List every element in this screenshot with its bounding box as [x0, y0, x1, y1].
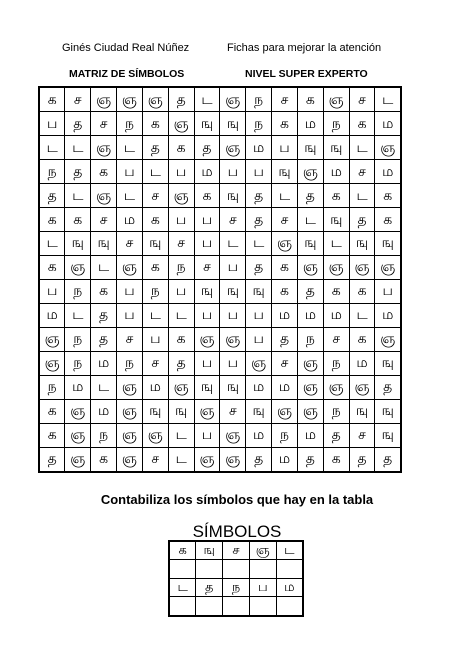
matrix-cell: க [272, 279, 298, 303]
matrix-cell: ட [117, 184, 143, 208]
matrix-cell: ட [349, 136, 375, 160]
matrix-cell: ந [65, 279, 91, 303]
matrix-cell: ப [117, 279, 143, 303]
count-answer-cell[interactable] [196, 597, 223, 617]
matrix-cell: ந [246, 87, 272, 112]
matrix-cell: ச [323, 327, 349, 351]
matrix-cell: ஙு [246, 279, 272, 303]
matrix-cell: க [168, 327, 194, 351]
symbol-cell: ப [249, 579, 276, 597]
matrix-cell: ப [375, 279, 401, 303]
matrix-cell: த [246, 184, 272, 208]
matrix-cell: க [91, 279, 117, 303]
matrix-cell: ச [117, 327, 143, 351]
matrix-row [39, 232, 401, 256]
matrix-cell: ப [194, 351, 220, 375]
symbol-cell: ஞ [249, 541, 276, 560]
matrix-cell: ஞ [375, 327, 401, 351]
matrix-cell: ச [272, 208, 298, 232]
matrix-cell: ட [65, 184, 91, 208]
count-answer-cell[interactable] [223, 597, 250, 617]
matrix-cell: க [39, 399, 65, 423]
matrix-cell: ஞ [142, 423, 168, 447]
matrix-cell: த [91, 303, 117, 327]
matrix-cell: ச [142, 351, 168, 375]
matrix-cell: ம [349, 351, 375, 375]
matrix-cell: ட [91, 255, 117, 279]
matrix-cell: க [142, 112, 168, 136]
matrix-cell: ட [297, 208, 323, 232]
level-label: NIVEL SUPER EXPERTO [245, 68, 368, 80]
matrix-cell: ஞ [194, 447, 220, 472]
matrix-cell: ப [39, 279, 65, 303]
count-answer-cell[interactable] [223, 560, 250, 579]
count-answer-cell[interactable] [249, 597, 276, 617]
matrix-cell: ஞ [220, 87, 246, 112]
matrix-cell: ப [117, 160, 143, 184]
matrix-cell: த [349, 208, 375, 232]
count-answer-cell[interactable] [169, 597, 196, 617]
matrix-cell: ட [349, 184, 375, 208]
symbols-title: SÍMBOLOS [192, 522, 282, 541]
matrix-cell: ட [91, 375, 117, 399]
matrix-cell: க [91, 160, 117, 184]
matrix-cell: ந [142, 279, 168, 303]
matrix-cell: ப [117, 303, 143, 327]
symbol-cell: ம [276, 579, 303, 597]
matrix-cell: த [65, 112, 91, 136]
matrix-cell: ந [117, 351, 143, 375]
matrix-cell: ஞ [117, 375, 143, 399]
matrix-cell: த [142, 136, 168, 160]
matrix-cell: ம [65, 375, 91, 399]
matrix-cell: ச [168, 232, 194, 256]
matrix-cell: க [375, 184, 401, 208]
matrix-cell: ஞ [39, 351, 65, 375]
matrix-cell: ட [349, 303, 375, 327]
matrix-cell: ந [272, 423, 298, 447]
matrix-cell: ஞ [91, 136, 117, 160]
matrix-cell: ஞ [65, 423, 91, 447]
matrix-cell: த [246, 255, 272, 279]
matrix-cell: ஙு [323, 208, 349, 232]
matrix-cell: ஞ [297, 351, 323, 375]
matrix-cell: ப [272, 136, 298, 160]
matrix-cell: க [297, 87, 323, 112]
matrix-cell: ஙு [297, 136, 323, 160]
matrix-cell: ஞ [349, 375, 375, 399]
matrix-cell: ஙு [220, 184, 246, 208]
matrix-cell: ச [272, 87, 298, 112]
matrix-cell: ப [168, 279, 194, 303]
matrix-cell: ந [323, 351, 349, 375]
matrix-cell: ச [194, 255, 220, 279]
matrix-cell: ஞ [117, 87, 143, 112]
matrix-cell: ச [142, 447, 168, 472]
matrix-cell: ச [349, 87, 375, 112]
count-answer-cell[interactable] [169, 560, 196, 579]
matrix-cell: ச [117, 232, 143, 256]
matrix-cell: த [297, 447, 323, 472]
matrix-cell: ஞ [220, 447, 246, 472]
matrix-cell: ஞ [117, 447, 143, 472]
symbol-cell: ட [169, 579, 196, 597]
matrix-cell: க [375, 208, 401, 232]
matrix-cell: ஞ [91, 184, 117, 208]
matrix-cell: த [323, 423, 349, 447]
matrix-cell: ஞ [168, 184, 194, 208]
matrix-cell: ட [220, 232, 246, 256]
matrix-row [39, 399, 401, 423]
matrix-cell: ந [39, 160, 65, 184]
matrix-row [39, 447, 401, 472]
matrix-cell: ட [39, 232, 65, 256]
matrix-cell: ஞ [194, 327, 220, 351]
symbol-cell: க [169, 541, 196, 560]
matrix-cell: க [91, 447, 117, 472]
matrix-cell: ந [39, 375, 65, 399]
matrix-cell: ப [168, 160, 194, 184]
matrix-row [39, 208, 401, 232]
matrix-cell: ஞ [117, 399, 143, 423]
matrix-cell: ம [117, 208, 143, 232]
instruction-text: Contabiliza los símbolos que hay en la tabla [100, 492, 374, 507]
matrix-cell: ந [117, 112, 143, 136]
count-row [169, 560, 303, 579]
author-name: Ginés Ciudad Real Núñez [62, 42, 190, 54]
matrix-cell: ம [323, 303, 349, 327]
symbol-cell: ச [223, 541, 250, 560]
matrix-cell: ம [246, 375, 272, 399]
matrix-cell: ஞ [220, 136, 246, 160]
matrix-cell: க [39, 87, 65, 112]
matrix-cell: ம [39, 303, 65, 327]
matrix-row [39, 160, 401, 184]
matrix-cell: ஞ [349, 255, 375, 279]
matrix-cell: ட [375, 87, 401, 112]
matrix-cell: ஙு [349, 399, 375, 423]
matrix-cell: ஙு [349, 232, 375, 256]
matrix-cell: ட [142, 160, 168, 184]
matrix-cell: க [272, 112, 298, 136]
matrix-cell: ட [117, 136, 143, 160]
symbol-cell: ஙு [196, 541, 223, 560]
matrix-cell: த [297, 279, 323, 303]
symbols-row [169, 541, 303, 560]
matrix-cell: ஞ [168, 112, 194, 136]
matrix-cell: ஞ [297, 160, 323, 184]
matrix-cell: ஞ [375, 136, 401, 160]
matrix-cell: ந [91, 423, 117, 447]
matrix-cell: ஞ [297, 399, 323, 423]
matrix-cell: ஞ [142, 87, 168, 112]
matrix-cell: ஞ [297, 255, 323, 279]
matrix-cell: ப [220, 303, 246, 327]
symbols-count-table [168, 540, 304, 617]
matrix-cell: க [349, 112, 375, 136]
matrix-row [39, 136, 401, 160]
matrix-cell: ஙு [220, 375, 246, 399]
matrix-cell: ஞ [297, 375, 323, 399]
matrix-cell: ஙு [91, 232, 117, 256]
matrix-cell: ட [168, 447, 194, 472]
matrix-cell: ஞ [65, 447, 91, 472]
matrix-cell: த [168, 87, 194, 112]
matrix-cell: ம [297, 112, 323, 136]
matrix-cell: ஙு [272, 160, 298, 184]
matrix-cell: ச [91, 112, 117, 136]
matrix-cell: க [142, 255, 168, 279]
matrix-cell: த [246, 447, 272, 472]
matrix-cell: ச [91, 208, 117, 232]
matrix-cell: த [375, 447, 401, 472]
matrix-cell: ஙு [142, 399, 168, 423]
matrix-cell: க [194, 184, 220, 208]
matrix-cell: ஙு [194, 112, 220, 136]
count-answer-cell[interactable] [276, 560, 303, 579]
matrix-cell: ஞ [323, 255, 349, 279]
matrix-cell: ம [272, 303, 298, 327]
matrix-cell: ப [194, 423, 220, 447]
matrix-cell: ஙு [220, 112, 246, 136]
matrix-cell: ஙு [246, 399, 272, 423]
matrix-cell: ஞ [65, 399, 91, 423]
matrix-cell: ம [375, 160, 401, 184]
matrix-cell: ட [65, 136, 91, 160]
matrix-cell: ஙு [375, 351, 401, 375]
matrix-cell: த [39, 184, 65, 208]
matrix-cell: ம [194, 160, 220, 184]
matrix-cell: க [39, 423, 65, 447]
matrix-cell: ஞ [117, 423, 143, 447]
matrix-cell: த [375, 375, 401, 399]
matrix-cell: ம [91, 399, 117, 423]
matrix-cell: ந [168, 255, 194, 279]
matrix-cell: ந [65, 327, 91, 351]
matrix-cell: ந [323, 112, 349, 136]
matrix-cell: க [349, 327, 375, 351]
symbol-cell: ட [276, 541, 303, 560]
matrix-cell: ஞ [91, 87, 117, 112]
matrix-cell: ஙு [142, 232, 168, 256]
matrix-row [39, 351, 401, 375]
matrix-row [39, 303, 401, 327]
matrix-row [39, 112, 401, 136]
symbol-cell: ந [223, 579, 250, 597]
matrix-cell: க [272, 255, 298, 279]
matrix-cell: ஞ [323, 375, 349, 399]
count-answer-cell[interactable] [196, 560, 223, 579]
matrix-cell: ட [246, 232, 272, 256]
matrix-cell: ப [39, 112, 65, 136]
matrix-cell: ஙு [375, 423, 401, 447]
matrix-cell: ப [246, 327, 272, 351]
matrix-cell: ட [272, 184, 298, 208]
matrix-cell: ந [297, 327, 323, 351]
matrix-cell: ப [194, 303, 220, 327]
matrix-cell: த [168, 351, 194, 375]
matrix-cell: ஙு [65, 232, 91, 256]
matrix-cell: ஞ [39, 327, 65, 351]
matrix-cell: ப [194, 232, 220, 256]
matrix-cell: த [246, 208, 272, 232]
matrix-cell: ம [375, 112, 401, 136]
matrix-row [39, 423, 401, 447]
matrix-row [39, 327, 401, 351]
matrix-cell: ஙு [297, 232, 323, 256]
matrix-cell: ப [194, 208, 220, 232]
matrix-cell: ஞ [272, 399, 298, 423]
matrix-cell: ச [349, 423, 375, 447]
matrix-cell: ஙு [375, 399, 401, 423]
matrix-cell: ஞ [375, 255, 401, 279]
matrix-cell: ம [272, 447, 298, 472]
matrix-cell: ப [220, 255, 246, 279]
matrix-cell: ட [323, 232, 349, 256]
matrix-cell: த [39, 447, 65, 472]
matrix-cell: ப [220, 351, 246, 375]
matrix-cell: ம [272, 375, 298, 399]
matrix-cell: ம [323, 160, 349, 184]
symbol-cell: த [196, 579, 223, 597]
matrix-cell: ப [220, 160, 246, 184]
matrix-row [39, 375, 401, 399]
matrix-cell: ச [65, 87, 91, 112]
matrix-cell: த [272, 327, 298, 351]
matrix-row [39, 87, 401, 112]
matrix-row [39, 184, 401, 208]
matrix-cell: ஙு [194, 279, 220, 303]
matrix-cell: க [349, 279, 375, 303]
matrix-cell: த [91, 327, 117, 351]
matrix-cell: ம [246, 136, 272, 160]
matrix-cell: க [142, 208, 168, 232]
matrix-cell: க [323, 184, 349, 208]
matrix-cell: த [297, 184, 323, 208]
matrix-cell: ஞ [220, 327, 246, 351]
matrix-cell: ட [168, 423, 194, 447]
matrix-cell: ஙு [323, 136, 349, 160]
matrix-cell: ம [297, 303, 323, 327]
matrix-cell: ஞ [65, 255, 91, 279]
matrix-cell: த [65, 160, 91, 184]
matrix-cell: ஞ [168, 375, 194, 399]
matrix-cell: த [349, 447, 375, 472]
matrix-cell: க [323, 279, 349, 303]
matrix-cell: ம [246, 423, 272, 447]
matrix-cell: ஙு [194, 375, 220, 399]
symbol-matrix [38, 86, 402, 473]
count-row [169, 597, 303, 617]
matrix-cell: ட [39, 136, 65, 160]
matrix-cell: ஞ [246, 351, 272, 375]
symbols-row [169, 579, 303, 597]
matrix-title: MATRIZ DE SÍMBOLOS [69, 68, 185, 80]
matrix-cell: ச [272, 351, 298, 375]
matrix-cell: ஙு [375, 232, 401, 256]
matrix-row [39, 279, 401, 303]
count-answer-cell[interactable] [249, 560, 276, 579]
matrix-cell: ம [142, 375, 168, 399]
matrix-cell: ம [297, 423, 323, 447]
matrix-cell: ஙு [220, 279, 246, 303]
matrix-cell: ந [246, 112, 272, 136]
matrix-cell: ம [91, 351, 117, 375]
matrix-cell: ட [194, 87, 220, 112]
matrix-cell: க [65, 208, 91, 232]
matrix-row [39, 255, 401, 279]
matrix-cell: ந [65, 351, 91, 375]
matrix-cell: ம [375, 303, 401, 327]
matrix-cell: ஞ [194, 399, 220, 423]
matrix-cell: ச [220, 208, 246, 232]
matrix-cell: க [39, 208, 65, 232]
matrix-cell: ஞ [220, 423, 246, 447]
matrix-cell: ஞ [323, 87, 349, 112]
matrix-cell: த [194, 136, 220, 160]
matrix-cell: ச [142, 184, 168, 208]
matrix-cell: ஞ [272, 232, 298, 256]
matrix-cell: ஞ [117, 255, 143, 279]
matrix-cell: ட [168, 303, 194, 327]
matrix-cell: க [39, 255, 65, 279]
matrix-cell: ச [220, 399, 246, 423]
matrix-cell: ப [246, 160, 272, 184]
matrix-cell: க [323, 447, 349, 472]
matrix-cell: ந [323, 399, 349, 423]
matrix-cell: ஙு [168, 399, 194, 423]
matrix-cell: ச [349, 160, 375, 184]
worksheet-subtitle: Fichas para mejorar la atención [227, 42, 382, 54]
matrix-cell: ப [168, 208, 194, 232]
count-answer-cell[interactable] [276, 597, 303, 617]
matrix-cell: ட [65, 303, 91, 327]
matrix-cell: ப [246, 303, 272, 327]
matrix-cell: ப [142, 327, 168, 351]
matrix-cell: ட [142, 303, 168, 327]
matrix-cell: க [168, 136, 194, 160]
